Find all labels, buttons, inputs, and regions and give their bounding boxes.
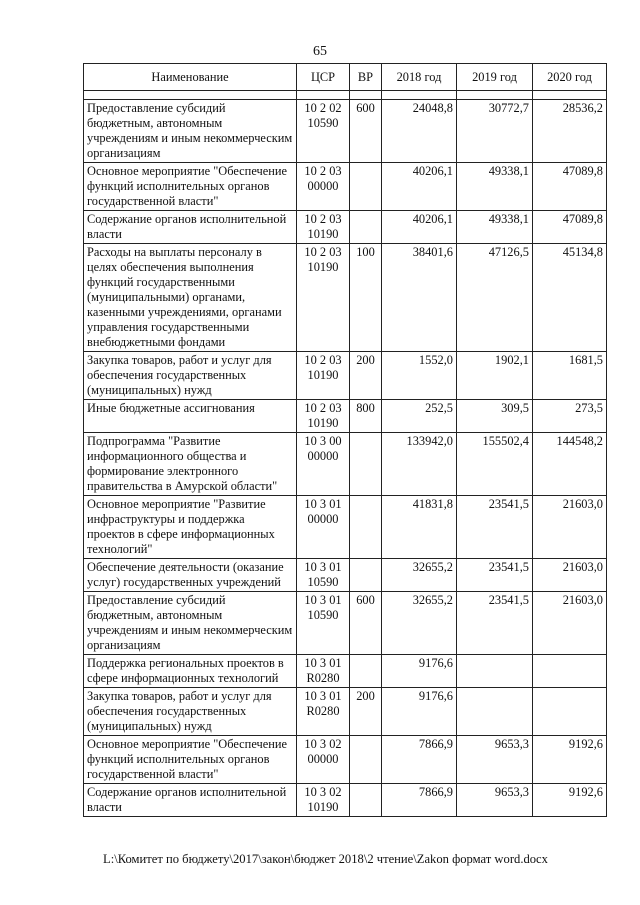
table-row [84,736,607,784]
cell-2020: 9192,6 [533,736,607,784]
header-2020: 2020 год [533,64,607,91]
cell-vr [350,496,382,559]
table-row [84,592,607,655]
cell-2018: 7866,9 [382,784,457,817]
cell-vr [350,163,382,211]
cell-2020 [533,655,607,688]
cell-2020: 28536,2 [533,100,607,163]
table-row [84,211,607,244]
cell-vr [350,736,382,784]
cell-2019: 9653,3 [457,784,533,817]
cell-2019 [457,655,533,688]
cell-name: Основное мероприятие "Обеспечение функций исполнительных органов государственной власти" [84,163,297,211]
header-name: Наименование [84,64,297,91]
cell-csr: 10 2 03 10190 [297,400,350,433]
cell-vr [350,433,382,496]
table-row [84,100,607,163]
table-row [84,433,607,496]
cell-2019: 9653,3 [457,736,533,784]
cell-2018: 38401,6 [382,244,457,352]
cell-name: Расходы на выплаты персоналу в целях обеспечения выполнения функций государственными (муниципальными) органами, казенными учреждениями, органами управления государственными внебюджетными фондами [84,244,297,352]
cell-2020: 1681,5 [533,352,607,400]
cell-2018: 252,5 [382,400,457,433]
cell-vr [350,784,382,817]
cell-2018: 9176,6 [382,688,457,736]
cell-2018: 1552,0 [382,352,457,400]
table-row [84,688,607,736]
cell-name: Закупка товаров, работ и услуг для обеспечения государственных (муниципальных) нужд [84,688,297,736]
cell-2018: 40206,1 [382,211,457,244]
cell-2019: 49338,1 [457,163,533,211]
cell-vr [350,655,382,688]
cell-csr: 10 2 02 10590 [297,100,350,163]
header-2018: 2018 год [382,64,457,91]
cell-csr: 10 3 02 10190 [297,784,350,817]
cell-vr: 600 [350,100,382,163]
cell-2019: 23541,5 [457,559,533,592]
table-row [84,784,607,817]
cell-vr [350,211,382,244]
table-row [84,352,607,400]
page-number: 65 [313,44,327,59]
cell-2018: 40206,1 [382,163,457,211]
cell-vr: 100 [350,244,382,352]
cell-2019: 47126,5 [457,244,533,352]
cell-csr: 10 2 03 10190 [297,352,350,400]
cell-vr: 200 [350,688,382,736]
cell-name: Обеспечение деятельности (оказание услуг) государственных учреждений [84,559,297,592]
cell-csr: 10 3 00 00000 [297,433,350,496]
cell-csr: 10 3 01 00000 [297,496,350,559]
cell-name: Содержание органов исполнительной власти [84,784,297,817]
cell-csr: 10 2 03 10190 [297,244,350,352]
cell-2020: 47089,8 [533,163,607,211]
cell-2019 [457,688,533,736]
cell-2019: 309,5 [457,400,533,433]
cell-2020: 9192,6 [533,784,607,817]
cell-2019: 30772,7 [457,100,533,163]
table-row [84,244,607,352]
footer-file-path: L:\Комитет по бюджету\2017\закон\бюджет 2018\2 чтение\Zakon формат word.docx [103,852,548,866]
budget-table [83,63,607,817]
header-2019: 2019 год [457,64,533,91]
cell-csr: 10 3 02 00000 [297,736,350,784]
cell-2020 [533,688,607,736]
cell-name: Содержание органов исполнительной власти [84,211,297,244]
cell-vr: 600 [350,592,382,655]
cell-vr: 200 [350,352,382,400]
cell-vr: 800 [350,400,382,433]
cell-2018: 133942,0 [382,433,457,496]
table-row [84,655,607,688]
cell-csr: 10 3 01 R0280 [297,688,350,736]
table-row [84,559,607,592]
cell-2019: 1902,1 [457,352,533,400]
cell-2020: 144548,2 [533,433,607,496]
cell-csr: 10 3 01 R0280 [297,655,350,688]
cell-2020: 273,5 [533,400,607,433]
cell-2020: 21603,0 [533,496,607,559]
cell-2020: 45134,8 [533,244,607,352]
cell-csr: 10 2 03 00000 [297,163,350,211]
cell-2020: 21603,0 [533,559,607,592]
cell-2018: 32655,2 [382,559,457,592]
cell-2019: 49338,1 [457,211,533,244]
cell-csr: 10 3 01 10590 [297,592,350,655]
cell-2019: 23541,5 [457,496,533,559]
cell-vr [350,559,382,592]
cell-csr: 10 2 03 10190 [297,211,350,244]
cell-name: Предоставление субсидий бюджетным, автономным учреждениям и иным некоммерческим организациям [84,100,297,163]
cell-2018: 32655,2 [382,592,457,655]
cell-2018: 9176,6 [382,655,457,688]
table-row [84,400,607,433]
cell-2018: 41831,8 [382,496,457,559]
cell-name: Основное мероприятие "Обеспечение функций исполнительных органов государственной власти" [84,736,297,784]
cell-name: Иные бюджетные ассигнования [84,400,297,433]
cell-name: Поддержка региональных проектов в сфере информационных технологий [84,655,297,688]
cell-csr: 10 3 01 10590 [297,559,350,592]
table-row [84,163,607,211]
table-header-row [84,64,607,91]
cell-2020: 47089,8 [533,211,607,244]
header-csr: ЦСР [297,64,350,91]
cell-2019: 155502,4 [457,433,533,496]
cell-name: Закупка товаров, работ и услуг для обеспечения государственных (муниципальных) нужд [84,352,297,400]
cell-name: Основное мероприятие "Развитие инфраструктуры и поддержка проектов в сфере информационных технологий" [84,496,297,559]
cell-name: Подпрограмма "Развитие информационного общества и формирование электронного правительства в Амурской области" [84,433,297,496]
header-vr: ВР [350,64,382,91]
cell-2018: 7866,9 [382,736,457,784]
table-row [84,496,607,559]
cell-2020: 21603,0 [533,592,607,655]
cell-2018: 24048,8 [382,100,457,163]
cell-2019: 23541,5 [457,592,533,655]
spacer-row [84,91,607,100]
cell-name: Предоставление субсидий бюджетным, автономным учреждениям и иным некоммерческим организациям [84,592,297,655]
